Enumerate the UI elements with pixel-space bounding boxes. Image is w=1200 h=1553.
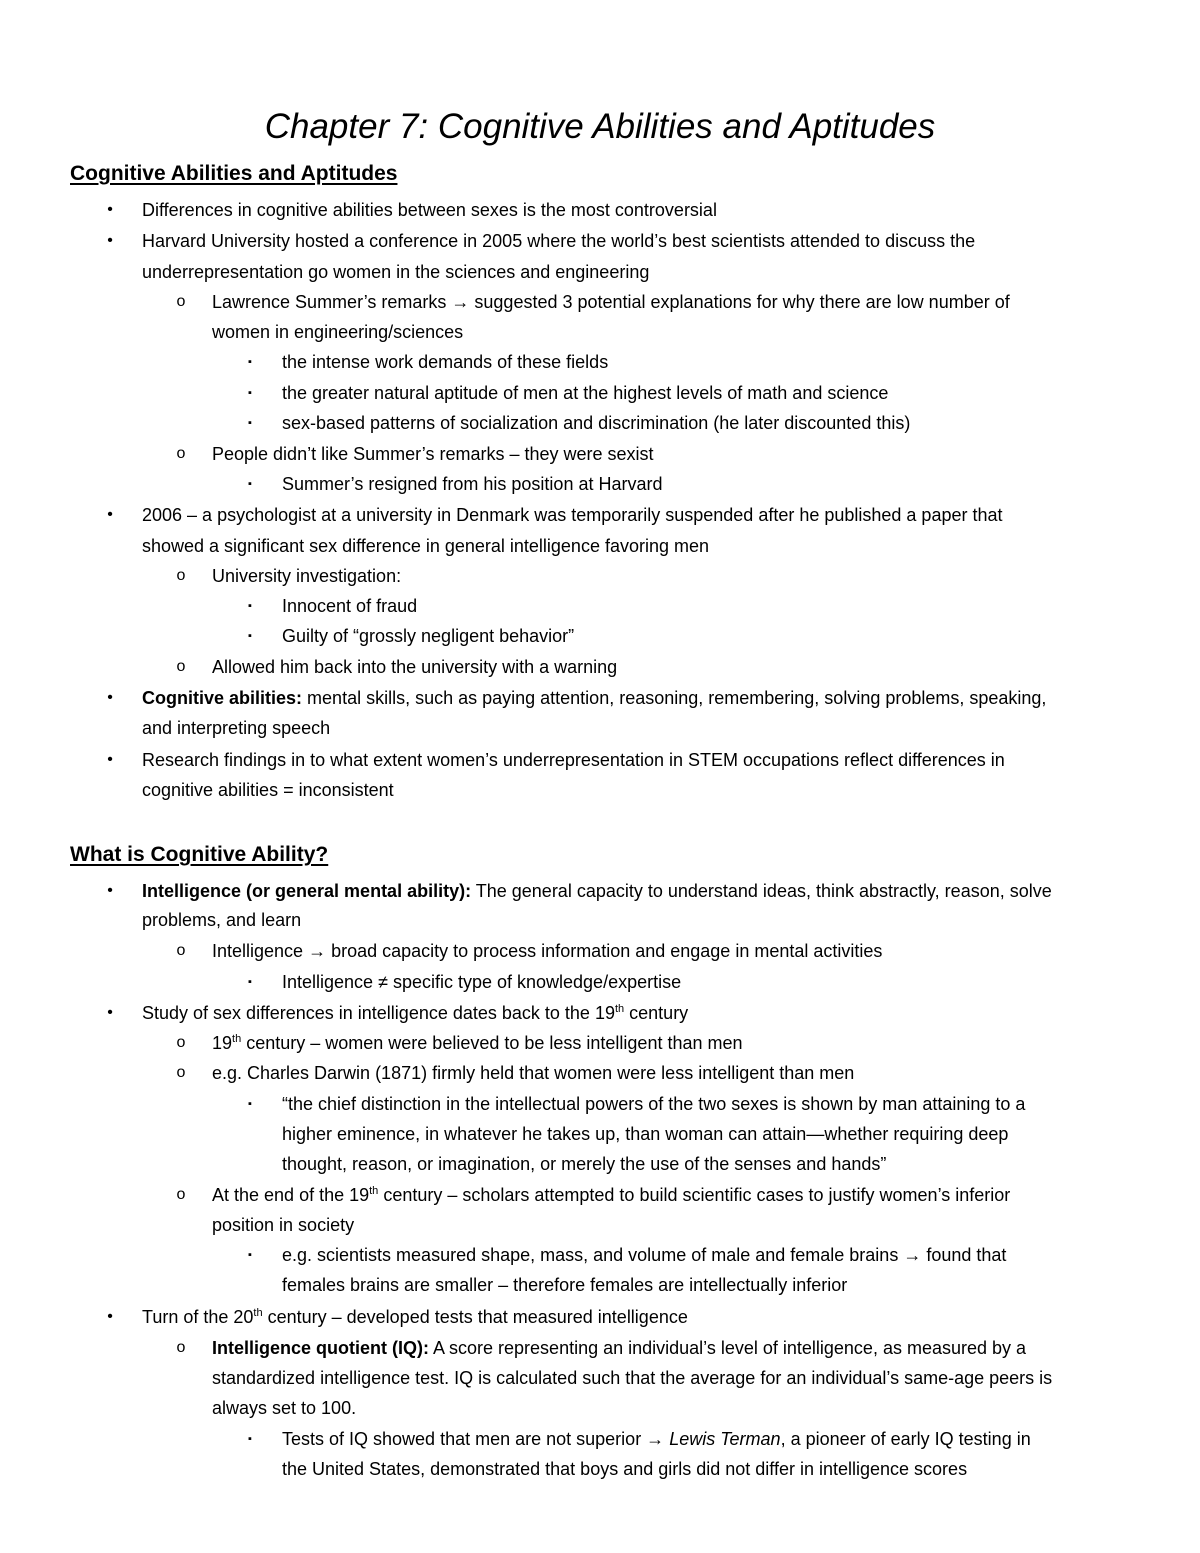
square-bullet-marker: ▪ <box>248 387 252 399</box>
italic-name: Lewis Terman <box>669 1429 781 1449</box>
square-bullet-marker: ▪ <box>248 600 252 612</box>
term-cognitive-abilities: Cognitive abilities: <box>142 688 303 708</box>
list-item-continuation: thought, reason, or imagination, or merely the use of the senses and hands” <box>282 1154 887 1174</box>
bullet-marker: • <box>107 689 113 706</box>
list-item-continuation: showed a significant sex difference in general intelligence favoring men <box>142 536 710 556</box>
list-item-continuation: standardized intelligence test. IQ is calculated such that the average for an individual’s same-age peers is <box>212 1368 1053 1388</box>
list-item: Innocent of fraud <box>282 596 418 616</box>
text-run: Turn of the 20 <box>142 1307 254 1327</box>
list-item <box>212 1333 1026 1363</box>
square-bullet-marker: ▪ <box>248 630 252 642</box>
list-item-continuation: females brains are smaller – therefore females are intellectually inferior <box>282 1275 848 1295</box>
term-intelligence: Intelligence (or general mental ability): <box>142 881 472 901</box>
square-bullet-marker: ▪ <box>248 1433 252 1445</box>
list-item-continuation: underrepresentation go women in the sciences and engineering <box>142 262 650 282</box>
list-item: University investigation: <box>212 566 402 586</box>
text-run: century – scholars attempted to build scientific cases to justify women’s inferior <box>378 1185 1011 1205</box>
sub-bullet-marker: o <box>176 1034 186 1051</box>
text-run: century – women were believed to be less intelligent than men <box>241 1033 743 1053</box>
list-item: Differences in cognitive abilities between sexes is the most controversial <box>142 200 717 220</box>
sub-bullet-marker: o <box>176 942 186 959</box>
sub-bullet-marker: o <box>176 293 186 310</box>
sub-bullet-marker: o <box>176 1064 186 1081</box>
list-item: People didn’t like Summer’s remarks – they were sexist <box>212 444 654 464</box>
list-item: Intelligence ≠ specific type of knowledge/expertise <box>282 972 682 992</box>
list-item: Allowed him back into the university with a warning <box>212 657 618 677</box>
list-item: sex-based patterns of socialization and discrimination (he later discounted this) <box>282 413 911 433</box>
list-item <box>212 1028 743 1058</box>
list-item <box>142 876 1052 906</box>
list-item <box>142 1302 688 1332</box>
sub-bullet-marker: o <box>176 658 186 675</box>
sub-bullet-marker: o <box>176 445 186 462</box>
superscript: th <box>614 1003 625 1015</box>
sub-bullet-marker: o <box>176 1339 186 1356</box>
list-item-continuation: women in engineering/sciences <box>212 322 464 342</box>
list-item: “the chief distinction in the intellectual powers of the two sexes is shown by man attaining to a <box>282 1094 1026 1114</box>
text-run: century <box>624 1003 689 1023</box>
list-item: the intense work demands of these fields <box>282 352 609 372</box>
text-run: At the end of the 19 <box>212 1185 370 1205</box>
square-bullet-marker: ▪ <box>248 417 252 429</box>
list-item: e.g. scientists measured shape, mass, and volume of male and female brains → found that <box>282 1245 1007 1265</box>
list-item-continuation: the United States, demonstrated that boys and girls did not differ in intelligence scores <box>282 1459 968 1479</box>
text-run: 19 <box>212 1033 233 1053</box>
bullet-marker: • <box>107 506 113 523</box>
square-bullet-marker: ▪ <box>248 478 252 490</box>
bullet-marker: • <box>107 201 113 218</box>
list-item-continuation: higher eminence, in whatever he takes up, than woman can attain—whether requiring deep <box>282 1124 1009 1144</box>
bullet-marker: • <box>107 1004 113 1021</box>
list-item: e.g. Charles Darwin (1871) firmly held that women were less intelligent than men <box>212 1063 855 1083</box>
superscript: th <box>369 1185 379 1197</box>
section-heading-cognitive-abilities: Cognitive Abilities and Aptitudes <box>70 162 398 185</box>
list-item <box>212 1180 1010 1210</box>
list-item-continuation: cognitive abilities = inconsistent <box>142 780 394 800</box>
list-item-continuation: position in society <box>212 1215 355 1235</box>
page-title: Chapter 7: Cognitive Abilities and Aptitudes <box>264 107 936 146</box>
list-item-continuation: and interpreting speech <box>142 718 331 738</box>
list-item <box>282 1424 1031 1454</box>
definition-text: The general capacity to understand ideas, think abstractly, reason, solve <box>471 881 1052 901</box>
sub-bullet-marker: o <box>176 1186 186 1203</box>
square-bullet-marker: ▪ <box>248 1098 252 1110</box>
list-item: 2006 – a psychologist at a university in Denmark was temporarily suspended after he published a paper that <box>142 505 1003 525</box>
section-heading-what-is-cognitive-ability: What is Cognitive Ability? <box>70 843 329 866</box>
list-item-continuation: problems, and learn <box>142 910 302 930</box>
superscript: th <box>253 1307 263 1319</box>
list-item <box>142 998 688 1028</box>
definition-text: mental skills, such as paying attention, reasoning, remembering, solving problems, speaking, <box>307 688 1047 708</box>
list-item: Guilty of “grossly negligent behavior” <box>282 626 575 646</box>
text-run: century – developed tests that measured intelligence <box>262 1307 688 1327</box>
bullet-marker: • <box>107 1308 113 1325</box>
term-iq: Intelligence quotient (IQ): <box>212 1338 429 1358</box>
bullet-marker: • <box>107 751 113 768</box>
bullet-marker: • <box>107 882 113 899</box>
text-run: Study of sex differences in intelligence dates back to the 19 <box>142 1003 615 1023</box>
text-run: , a pioneer of early IQ testing in <box>780 1429 1031 1449</box>
bullet-marker: • <box>107 232 113 249</box>
list-item: the greater natural aptitude of men at the highest levels of math and science <box>282 383 889 403</box>
superscript: th <box>232 1033 242 1045</box>
square-bullet-marker: ▪ <box>248 1249 252 1261</box>
list-item <box>142 683 1046 713</box>
definition-text: A score representing an individual’s level of intelligence, as measured by a <box>429 1338 1027 1358</box>
square-bullet-marker: ▪ <box>248 356 252 368</box>
list-item: Intelligence → broad capacity to process information and engage in mental activities <box>212 941 883 961</box>
list-item: Lawrence Summer’s remarks → suggested 3 potential explanations for why there are low number of <box>212 292 1010 312</box>
text-run: Tests of IQ showed that men are not superior → <box>282 1429 670 1449</box>
list-item-continuation: always set to 100. <box>212 1398 357 1418</box>
list-item: Research findings in to what extent women’s underrepresentation in STEM occupations reflect differences in <box>142 750 1005 770</box>
list-item: Summer’s resigned from his position at Harvard <box>282 474 663 494</box>
square-bullet-marker: ▪ <box>248 976 252 988</box>
sub-bullet-marker: o <box>176 567 186 584</box>
list-item: Harvard University hosted a conference in 2005 where the world’s best scientists attended to discuss the <box>142 231 976 251</box>
